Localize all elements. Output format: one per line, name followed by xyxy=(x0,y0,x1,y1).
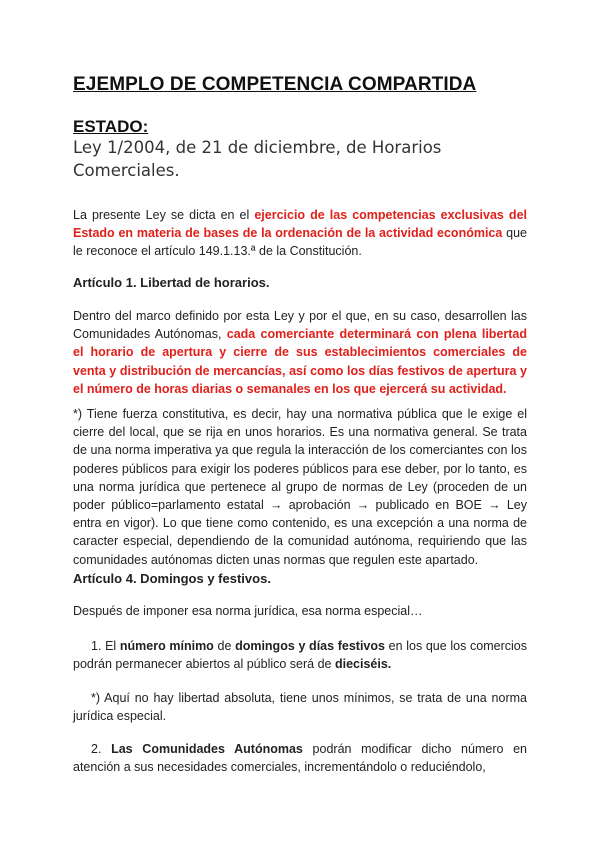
estado-heading: ESTADO: xyxy=(73,117,149,136)
item-1-text-3: en los que los comercios podrán permanecer abiertos al público será de xyxy=(73,639,527,672)
intro-text-2: que le reconoce el artículo 149.1.13.ª de la Constitución. xyxy=(73,226,527,259)
article-4-item-2 xyxy=(73,740,527,776)
item-2-bold-1: Las Comunidades Autónomas xyxy=(111,742,303,756)
article-1-highlight: cada comerciante determinará con plena libertad el horario de apertura y cierre de sus establecimientos comerciales de venta y distribución de mercancías, así como los días festivos de apertura y el número de horas diarias o semanales en los que ejercerá su actividad. xyxy=(73,327,528,396)
note-2-paragraph: *) Aquí no hay libertad absoluta, tiene unos mínimos, se trata de una norma jurídica especial. xyxy=(73,691,527,724)
note-1-paragraph: *) Tiene fuerza constitutiva, es decir, hay una normativa pública que le exige el cierre del local, que se rija en unos horarios. Es una normativa general. Se trata de una norma imperativa ya que regula la interacción de los comerciantes con los poderes públicos para exigir los poderes públicos para ese deber, por lo tanto, es una norma jurídica que pertenece al grupo de normas de Ley (proceden de un poder público=parlamento estatal → aprobación → publicado en BOE → Ley entra en vigor). Lo que tiene como contenido, es una excepción a una norma de caracter especial, dependiendo de la comunidad autónoma, requiriendo que las comunidades autónomas dicten unas normas que regulen este apartado. xyxy=(73,407,527,567)
article-1-heading: Artículo 1. Libertad de horarios. xyxy=(73,275,270,290)
article-4-intro: Después de imponer esa norma jurídica, esa norma especial… xyxy=(73,604,423,618)
document-title: EJEMPLO DE COMPETENCIA COMPARTIDA xyxy=(73,74,477,95)
item-2-text-1: 2. xyxy=(91,742,112,756)
article-4-heading: Artículo 4. Domingos y festivos. xyxy=(73,571,271,586)
article-1-paragraph xyxy=(73,307,527,398)
item-1-bold-2: domingos y días festivos xyxy=(235,639,385,653)
article-1-text: Dentro del marco definido por esta Ley y por el que, en su caso, desarrollen las Comunidades Autónomas, xyxy=(73,309,527,342)
intro-text-1: La presente Ley se dicta en el xyxy=(73,208,255,222)
intro-highlight: ejercicio de las competencias exclusivas del Estado en materia de bases de la ordenación de la actividad económica xyxy=(73,208,527,241)
article-4-item-1 xyxy=(73,637,527,673)
item-1-text-1: 1. El xyxy=(91,639,120,653)
item-1-bold-1: número mínimo xyxy=(119,639,214,653)
intro-paragraph xyxy=(73,206,527,261)
law-title: Ley 1/2004, de 21 de diciembre, de Horarios Comerciales. xyxy=(73,138,442,180)
item-1-text-2: de xyxy=(213,639,236,653)
item-2-text-2: podrán modificar dicho número en atención a sus necesidades comerciales, incrementándolo o reduciéndolo, xyxy=(73,742,527,775)
item-1-bold-3: dieciséis. xyxy=(334,657,392,672)
